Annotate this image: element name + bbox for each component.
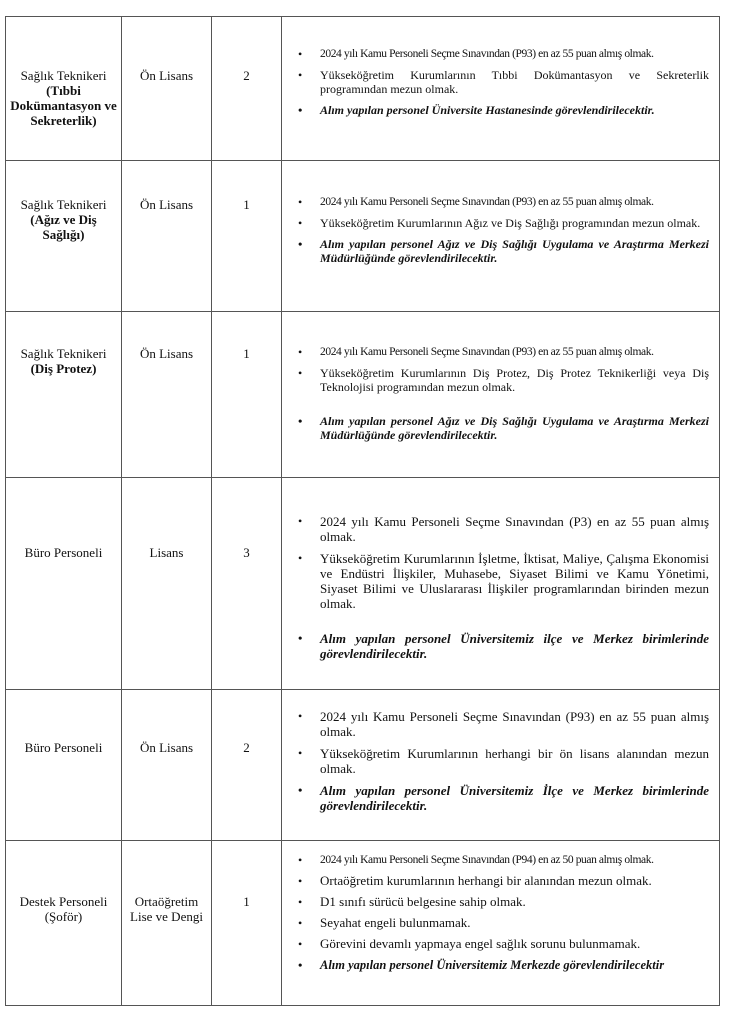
requirement-item: • Alım yapılan personel Üniversite Hastanesinde görevlendirilecektir. <box>320 103 709 117</box>
table-row <box>6 841 720 1006</box>
requirement-item: • 2024 yılı Kamu Personeli Seçme Sınavından (P3) en az 55 puan almış olmak. <box>320 514 709 544</box>
position-count: 1 <box>243 197 250 212</box>
requirement-item: • Yükseköğretim Kurumlarının Ağız ve Diş Sağlığı programından mezun olmak. <box>320 216 709 230</box>
table-row <box>6 312 720 478</box>
count-cell <box>212 690 282 841</box>
positions-table <box>5 16 720 1006</box>
table-row <box>6 478 720 690</box>
education-level: Lisans <box>149 545 184 560</box>
education-level: Ön Lisans <box>139 197 194 212</box>
position-title: Sağlık Teknikeri <box>20 68 107 83</box>
position-count: 1 <box>243 894 250 909</box>
position-title: Sağlık Teknikeri <box>20 197 107 212</box>
requirement-item: • Alım yapılan personel Üniversitemiz ilçe ve Merkez birimlerinde görevlendirilecektir. <box>320 631 709 661</box>
requirements-cell <box>282 312 720 478</box>
education-level: Ön Lisans <box>139 740 194 755</box>
education-cell <box>122 17 212 161</box>
education-cell <box>122 161 212 312</box>
position-cell <box>6 161 122 312</box>
requirement-item: • Yükseköğretim Kurumlarının İşletme, İktisat, Maliye, Çalışma Ekonomisi ve Endüstri İlişkiler, Muhasebe, Siyaset Bilimi ve Kamu Yönetimi, Siyaset Bilimi ve Uluslararası İlişkiler programlarından birinden mezun olmak. <box>320 551 709 611</box>
requirement-item: • D1 sınıfı sürücü belgesine sahip olmak. <box>320 895 709 909</box>
education-level: Ön Lisans <box>139 68 194 83</box>
position-title: Büro Personeli <box>24 545 103 560</box>
requirement-item: • Yükseköğretim Kurumlarının Tıbbi Dokümantasyon ve Sekreterlik programından mezun olmak. <box>320 68 709 96</box>
requirement-item: • Alım yapılan personel Ağız ve Diş Sağlığı Uygulama ve Araştırma Merkezi Müdürlüğünde görevlendirilecektir. <box>320 414 709 442</box>
requirements-list <box>282 47 709 117</box>
position-count: 2 <box>243 68 250 83</box>
requirements-cell <box>282 161 720 312</box>
requirements-list <box>282 195 709 265</box>
position-cell <box>6 17 122 161</box>
position-count: 2 <box>243 740 250 755</box>
requirement-item: • Yükseköğretim Kurumlarının Diş Protez, Diş Protez Teknikerliği veya Diş Teknolojisi programından mezun olmak. <box>320 366 709 394</box>
table-row <box>6 161 720 312</box>
requirements-cell <box>282 841 720 1006</box>
position-cell <box>6 312 122 478</box>
position-title: Sağlık Teknikeri <box>20 346 107 361</box>
requirements-list <box>282 514 709 661</box>
requirements-cell <box>282 17 720 161</box>
count-cell <box>212 841 282 1006</box>
position-title: Büro Personeli <box>24 740 103 755</box>
requirements-cell <box>282 478 720 690</box>
requirement-item: • 2024 yılı Kamu Personeli Seçme Sınavından (P94) en az 50 puan almış olmak. <box>320 853 709 867</box>
position-title: Destek Personeli (Şoför) <box>19 894 108 924</box>
requirements-list <box>282 709 709 813</box>
requirement-item: • Görevini devamlı yapmaya engel sağlık sorunu bulunmamak. <box>320 937 709 951</box>
position-subtitle: (Tıbbi Dokümantasyon ve Sekreterlik) <box>10 83 117 128</box>
table-row <box>6 690 720 841</box>
requirements-cell <box>282 690 720 841</box>
education-level: Ön Lisans <box>139 346 194 361</box>
requirement-item: • Yükseköğretim Kurumlarının herhangi bir ön lisans alanından mezun olmak. <box>320 746 709 776</box>
count-cell <box>212 17 282 161</box>
requirement-item: • Alım yapılan personel Üniversitemiz İlçe ve Merkez birimlerinde görevlendirilecektir. <box>320 783 709 813</box>
education-cell <box>122 690 212 841</box>
requirement-item: • 2024 yılı Kamu Personeli Seçme Sınavından (P93) en az 55 puan almış olmak. <box>320 47 709 61</box>
requirement-item: • Alım yapılan personel Üniversitemiz Merkezde görevlendirilecektir <box>320 958 709 972</box>
position-cell <box>6 478 122 690</box>
requirement-item: • 2024 yılı Kamu Personeli Seçme Sınavından (P93) en az 55 puan almış olmak. <box>320 195 709 209</box>
education-cell <box>122 312 212 478</box>
education-level: Ortaöğretim Lise ve Dengi <box>130 894 203 924</box>
requirements-list <box>282 853 709 972</box>
position-subtitle: (Ağız ve Diş Sağlığı) <box>30 212 97 242</box>
requirement-item: • 2024 yılı Kamu Personeli Seçme Sınavından (P93) en az 55 puan almış olmak. <box>320 709 709 739</box>
requirement-item: • Ortaöğretim kurumlarının herhangi bir alanından mezun olmak. <box>320 874 709 888</box>
count-cell <box>212 161 282 312</box>
requirements-list <box>282 345 709 442</box>
education-cell <box>122 478 212 690</box>
requirement-item: • 2024 yılı Kamu Personeli Seçme Sınavından (P93) en az 55 puan almış olmak. <box>320 345 709 359</box>
count-cell <box>212 312 282 478</box>
requirement-item: • Alım yapılan personel Ağız ve Diş Sağlığı Uygulama ve Araştırma Merkezi Müdürlüğünde görevlendirilecektir. <box>320 237 709 265</box>
education-cell <box>122 841 212 1006</box>
position-count: 3 <box>243 545 250 560</box>
position-count: 1 <box>243 346 250 361</box>
table-row <box>6 17 720 161</box>
position-cell <box>6 690 122 841</box>
position-subtitle: (Diş Protez) <box>30 361 97 376</box>
requirement-item: • Seyahat engeli bulunmamak. <box>320 916 709 930</box>
position-cell <box>6 841 122 1006</box>
count-cell <box>212 478 282 690</box>
